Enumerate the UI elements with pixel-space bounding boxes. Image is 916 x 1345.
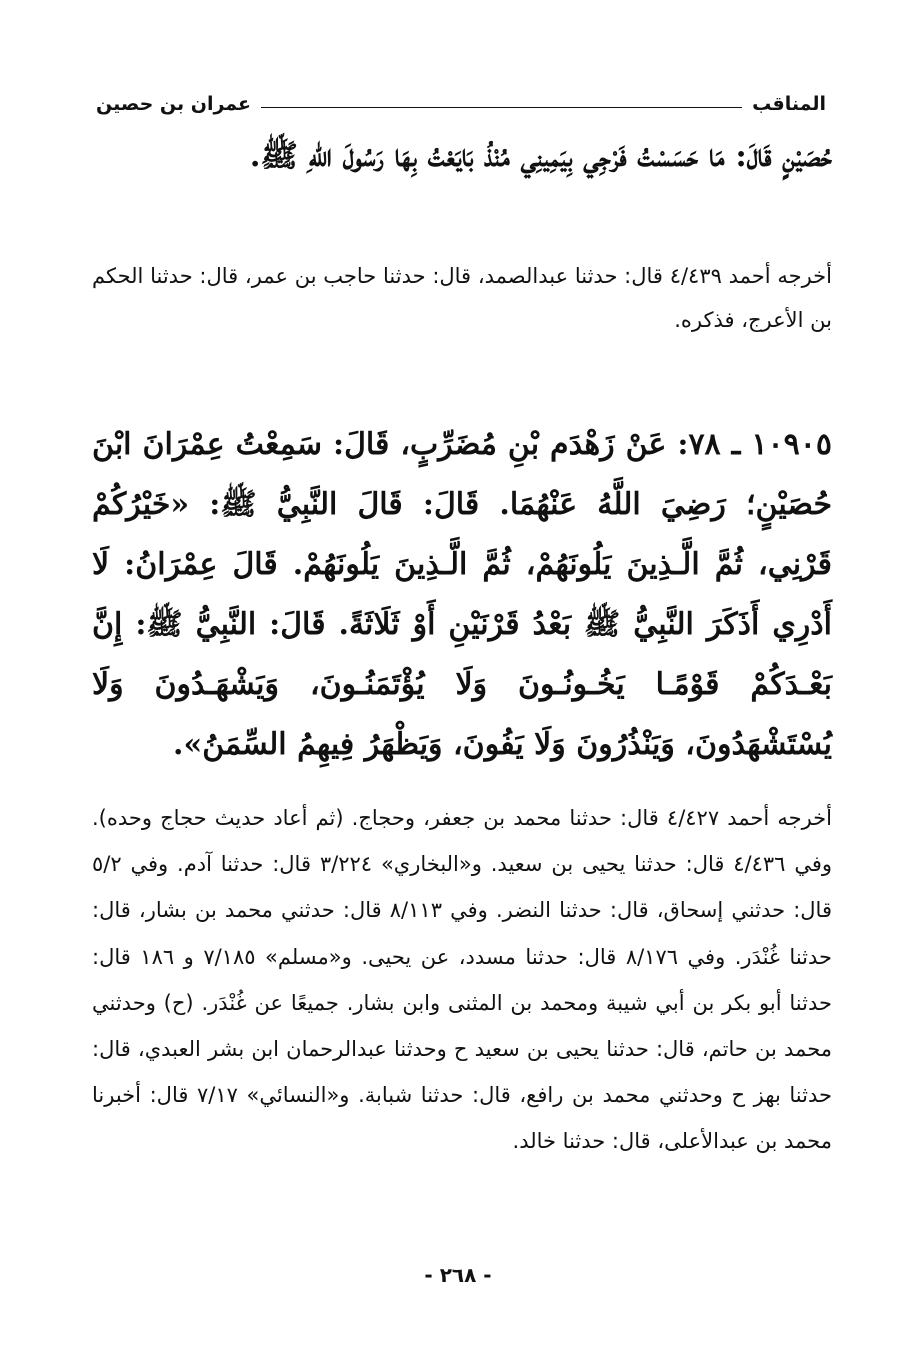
header-subject-title: عمران بن حصين [96,93,251,115]
takhrij-note-2: أخرجه أحمد ٤/٤٢٧ قال: حدثنا محمد بن جعفر، وحجاج. (ثم أعاد حديث حجاج وحده). وفي ٤/٤٣٦ قال: حدثنا يحيى بن سعيد. و«البخاري» ٣/٢٢٤ قال: حدثنا آدم. وفي ٥/٢ قال: حدثني إسحاق، قال: حدثنا النضر. وفي ٨/١١٣ قال: حدثني محمد بن بشار، قال: حدثنا غُنْدَر. وفي ٨/١٧٦ قال: حدثنا مسدد، عن يحيى. و«مسلم» ٧/١٨٥ و ١٨٦ قال: حدثنا أبو بكر بن أبي شيبة ومحمد بن المثنى وابن بشار. جميعًا عن غُنْدَر. (ح) وحدثني محمد بن حاتم، قال: حدثنا يحيى بن سعيد ح وحدثنا عبدالرحمان ابن بشر العبدي، قال: حدثنا بهز ح وحدثني محمد بن رافع، قال: حدثنا شبابة. و«النسائي» ٧/١٧ قال: أخبرنا محمد بن عبدالأعلى، قال: حدثنا خالد. [92,806,833,1154]
header-section-title: المناقب [752,93,826,115]
header-rule [261,107,742,108]
takhrij-note-1: أخرجه أحمد ٤/٤٣٩ قال: حدثنا عبدالصمد، قال: حدثنا حاجب بن عمر، قال: حدثنا الحكم بن الأعرج، فذكره. [92,264,832,332]
hadith-10905: ١٠٩٠٥ ـ ٧٨: عَنْ زَهْدَم بْنِ مُضَرِّبٍ، قَالَ: سَمِعْتُ عِمْرَانَ ابْنَ حُصَيْنٍ؛ رَضِيَ اللَّهُ عَنْهُمَا. قَالَ: قَالَ النَّبِيُّ ﷺ: «خَيْرُكُمْ قَرْنِي، ثُمَّ الَّـذِينَ يَلُونَهُمْ، ثُمَّ الَّـذِينَ يَلُونَهُمْ. قَالَ عِمْرَانُ: لَا أَدْرِي أَذَكَرَ النَّبِيُّ ﷺ بَعْدُ قَرْنَيْنِ أَوْ ثَلَاثَةً. قَالَ: النَّبِيُّ ﷺ: إِنَّ بَعْـدَكُمْ قَوْمًـا يَخُـونُـونَ وَلَا يُؤْتَمَنُـونَ، وَيَشْهَـدُونَ وَلَا يُسْتَشْهَدُونَ، وَيَنْذُرُونَ وَلَا يَفُونَ، وَيَظْهَرُ فِيهِمُ السِّمَنُ». [92,427,832,762]
running-header [96,88,826,120]
page-number: - ٢٦٨ - [424,1263,492,1287]
continued-hadith-text: حُصَيْنٍ قَالَ: مَا حَسَسْتُ فَرْجِي بِيَمِينِي مُنْذُ بَايَعْتُ بِهَا رَسُولَ اللهِ ﷺ. [249,138,832,174]
